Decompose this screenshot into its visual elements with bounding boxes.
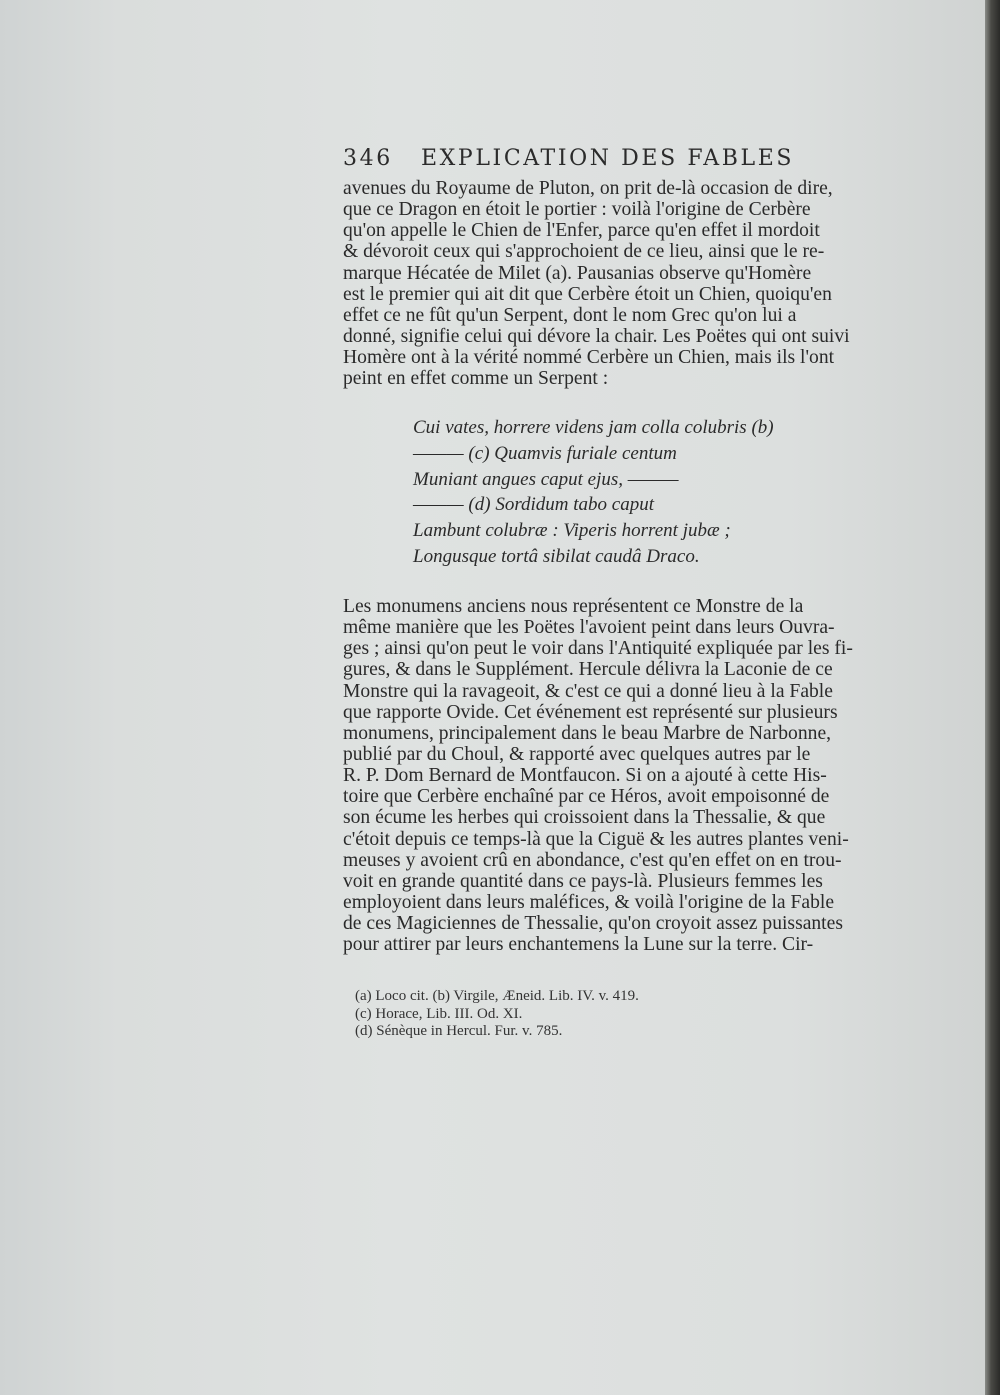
- text-line: marque Hécatée de Milet (a). Pausanias observe qu'Homère: [343, 262, 812, 284]
- footnote: (d) Sénèque in Hercul. Fur. v. 785.: [355, 1023, 563, 1039]
- text-line: toire que Cerbère enchaîné par ce Héros, avoit empoisonné de: [343, 786, 830, 808]
- text-line: Homère ont à la vérité nommé Cerbère un Chien, mais ils l'ont: [343, 347, 835, 369]
- footnotes: [355, 988, 855, 1041]
- text-line: R. P. Dom Bernard de Montfaucon. Si on a ajouté à cette His-: [343, 765, 827, 787]
- text-line: voit en grande quantité dans ce pays-là. Plusieurs femmes les: [343, 870, 823, 892]
- text-line: gures, & dans le Supplément. Hercule délivra la Laconie de ce: [343, 659, 833, 681]
- verse-line: Lambunt colubræ : Viperis horrent jubæ ;: [413, 520, 731, 542]
- text-line: & dévoroit ceux qui s'approchoient de ce lieu, ainsi que le re-: [343, 241, 825, 263]
- footnote: (a) Loco cit. (b) Virgile, Æneid. Lib. IV. v. 419.: [355, 988, 639, 1004]
- text-line: qu'on appelle le Chien de l'Enfer, parce qu'en effet il mordoit: [343, 220, 820, 242]
- text-line: même manière que les Poëtes l'avoient peint dans leurs Ouvra-: [343, 617, 835, 639]
- text-line: donné, signifie celui qui dévore la chair. Les Poëtes qui ont suivi: [343, 325, 850, 347]
- text-line: meuses y avoient crû en abondance, c'est qu'en effet on en trou-: [343, 849, 842, 871]
- verse-line: ——— (d) Sordidum tabo caput: [413, 494, 655, 516]
- text-line: de ces Magiciennes de Thessalie, qu'on croyoit assez puissantes: [343, 913, 843, 935]
- text-line: que rapporte Ovide. Cet événement est représenté sur plusieurs: [343, 701, 838, 723]
- latin-verse-quote: [413, 415, 833, 570]
- footnote: (c) Horace, Lib. III. Od. XI.: [355, 1005, 523, 1022]
- text-line: son écume les herbes qui croissoient dans la Thessalie, & que: [343, 807, 826, 829]
- running-title: EXPLICATION DES FABLES: [421, 146, 795, 171]
- text-line: que ce Dragon en étoit le portier : voilà l'origine de Cerbère: [343, 199, 811, 221]
- verse-line: Cui vates, horrere videns jam colla colubris (b): [413, 417, 774, 438]
- book-gutter-edge: [985, 0, 1000, 1395]
- verse-line: Longusque tortâ sibilat caudâ Draco.: [413, 545, 700, 567]
- text-line: avenues du Royaume de Pluton, on prit de-là occasion de dire,: [343, 178, 833, 199]
- text-line: est le premier qui ait dit que Cerbère étoit un Chien, quoiqu'en: [343, 283, 832, 305]
- text-line: pour attirer par leurs enchantemens la Lune sur la terre. Cir-: [343, 934, 814, 956]
- running-header: [343, 146, 833, 176]
- text-line: peint en effet comme un Serpent :: [343, 368, 609, 390]
- text-line: c'étoit depuis ce temps-là que la Ciguë & les autres plantes veni-: [343, 828, 849, 850]
- text-line: effet ce ne fût qu'un Serpent, dont le nom Grec qu'on lui a: [343, 304, 797, 326]
- verse-line: Muniant angues caput ejus, ———: [413, 468, 679, 490]
- paragraph-2: [343, 596, 890, 955]
- paragraph-1: [343, 178, 890, 389]
- page-number: 346: [343, 146, 393, 171]
- text-line: employoient dans leurs maléfices, & voilà l'origine de la Fable: [343, 891, 835, 913]
- text-line: ges ; ainsi qu'on peut le voir dans l'Antiquité expliquée par les fi-: [343, 638, 853, 660]
- verse-line: ——— (c) Quamvis furiale centum: [413, 442, 677, 464]
- text-line: Les monumens anciens nous représentent ce Monstre de la: [343, 596, 804, 617]
- text-line: monumens, principalement dans le beau Marbre de Narbonne,: [343, 722, 832, 744]
- text-line: publié par du Choul, & rapporté avec quelques autres par le: [343, 743, 811, 765]
- text-line: Monstre qui la ravageoit, & c'est ce qui a donné lieu à la Fable: [343, 680, 833, 702]
